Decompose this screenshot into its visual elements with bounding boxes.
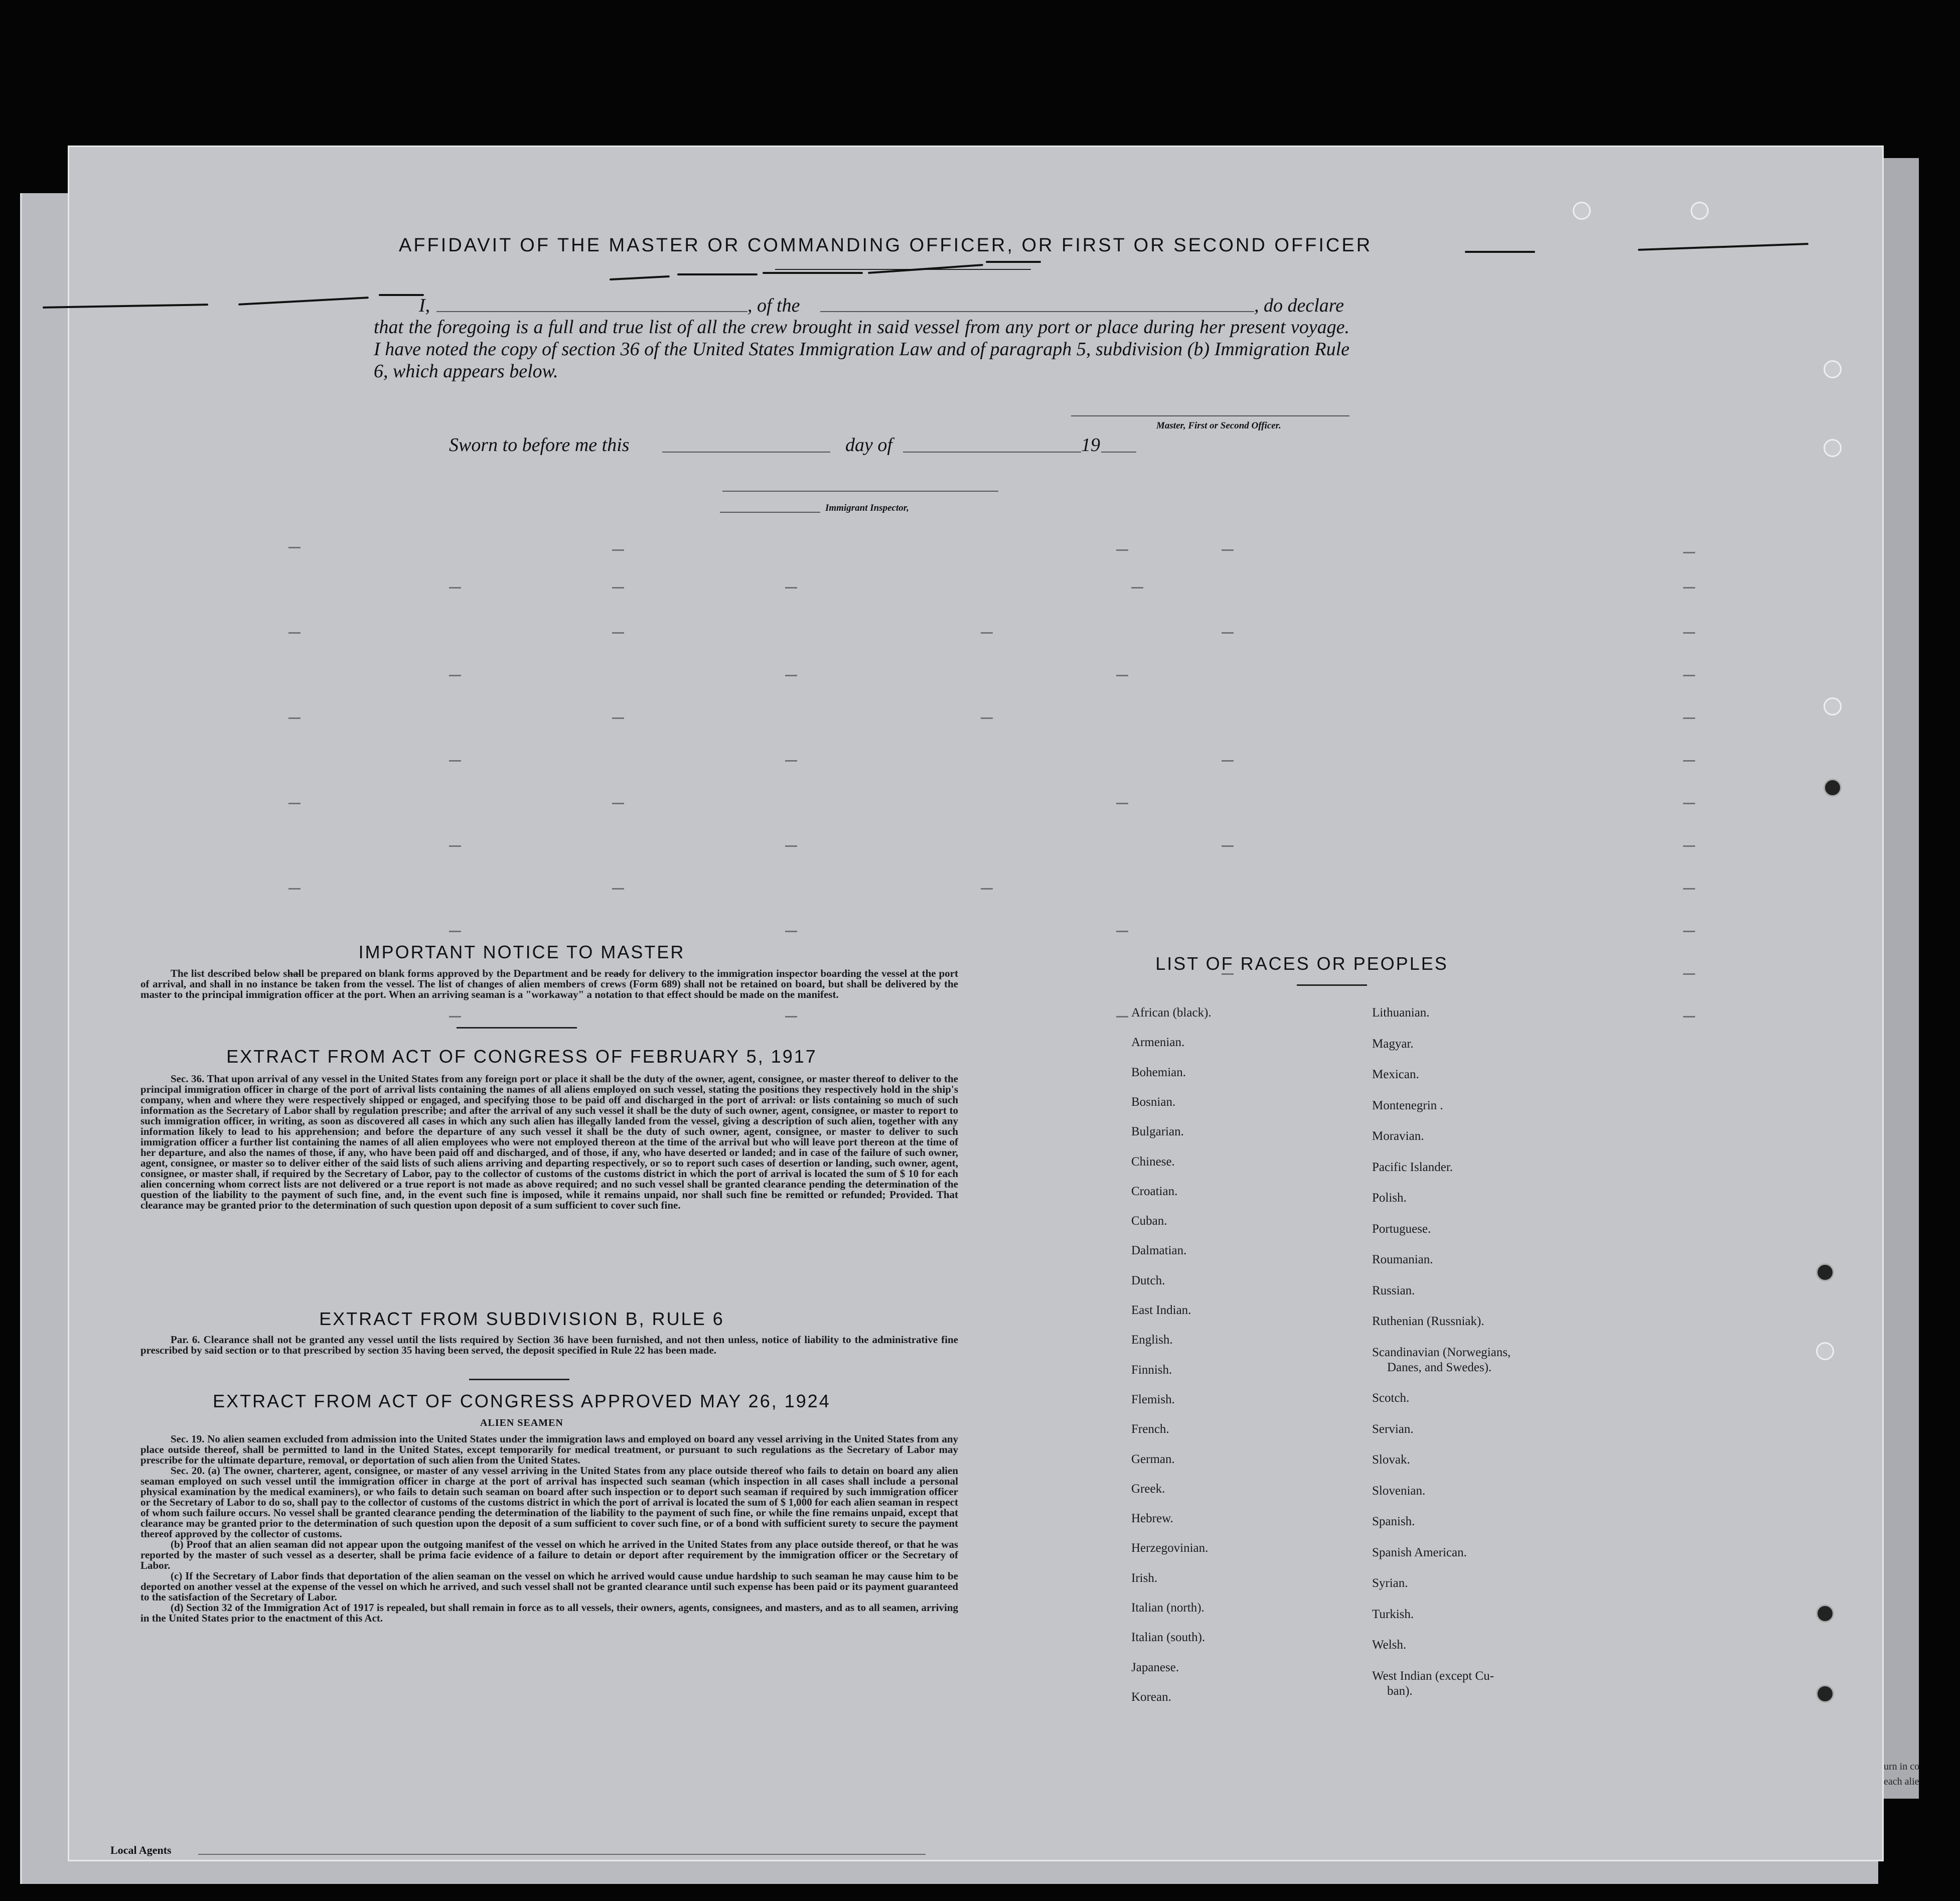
inspector-caption: Immigrant Inspector,	[825, 503, 909, 513]
race-item: Slovenian.	[1372, 1484, 1426, 1498]
rule6-text: Par. 6. Clearance shall not be granted any vessel until the lists required by Section 36 have been furnished, and not then unless, notice of liability to the administrative fine prescribed by said section or to that prescribed by section 35 having been served, the deposit specified in Rule 22 has been made.	[140, 1334, 958, 1356]
bleed-mark	[1116, 931, 1128, 932]
bleed-mark	[288, 717, 300, 719]
declaration-do-declare: , do declare	[1254, 295, 1344, 316]
extract-1924-title: EXTRACT FROM ACT OF CONGRESS APPROVED MAY 26, 1924	[213, 1391, 831, 1411]
section-20d-paragraph: (d) Section 32 of the Immigration Act of 1917 is repealed, but shall remain in force as to all vessels, their owners, agents, consignees, and masters, and as to all seamen, arriving in the United States prior to the enactment of this Act.	[140, 1601, 958, 1624]
bleed-mark	[1222, 632, 1234, 634]
bleed-mark	[785, 587, 797, 589]
bleed-mark	[1683, 931, 1695, 932]
bleed-mark	[1683, 552, 1695, 553]
bleed-mark	[785, 931, 797, 932]
race-item: Slovak.	[1372, 1453, 1410, 1467]
extract-1917-text: Sec. 36. That upon arrival of any vessel in the United States from any foreign port or place it shall be the duty of the owner, agent, consignee, or master thereof to deliver to the principal immigration officer in charge of the port of arrival lists containing the names of all aliens employed on such vessel, stating the positions they respectively hold in the ship's company, when and where they were respectively shipped or engaged, and specifying those to be paid off and discharged in the port of arrival: or lists containing so much of such information as the Secretary of Labor shall by regulation prescribe; and after the arrival of any such vessel it shall be the duty of such owner, agent, consignee, or master to report to such immigration officer, in writing, as soon as discovered all cases in which any such alien has illegally landed from the vessel, giving a description of such alien, together with any information likely to lead to his apprehension; and before the departure of any such vessel it shall be the duty of such owner, agent, consignee, or master to deliver to such immigration officer a further list containing the names of all alien employees who were not employed thereon at the time of the arrival but who will leave port thereon at the time of her departure, and also the names of those, if any, who have been paid off and discharged, and of those, if any, who have deserted or landed; and in case of the failure of such owner, agent, consignee, or master so to deliver either of the said lists of such aliens arriving and departing respectively, or so to report such cases of desertion or landing, such owner, agent, consignee, or master shall, if required by the Secretary of Labor, pay to the collector of customs of the customs district in which the port of arrival is located the sum of $ 10 for each alien concerning whom correct lists are not delivered or a true report is not made as above required; and no such vessel shall be granted clearance pending the determination of the question of the liability to the payment of such fine, and, in the event such fine is imposed, while it remains unpaid, nor shall such fine be remitted or refunded; Provided. That clearance may be granted prior to the determination of such question upon deposit of a sum sufficient to cover such fine.	[140, 1073, 958, 1211]
race-item: Bohemian.	[1131, 1065, 1186, 1079]
punch-hole	[1816, 1685, 1834, 1703]
bleed-mark	[1683, 632, 1695, 634]
race-item: Scandinavian (Norwegians,	[1372, 1345, 1511, 1359]
section-20a-paragraph: Sec. 20. (a) The owner, charterer, agent, consignee, or master of any vessel arriving in the United States from any place outside thereof who fails to detain on board any alien seaman employed on such vessel until the immigration officer in charge at the port of arrival has inspected such seaman (which inspection in all cases shall include a personal physical examination by the medical examiners), or who fails to detain such seaman on board after such inspection or to deport such seaman if required by such immigration officer or the Secretary of Labor to do so, shall pay to the collector of customs of the customs district in which the port of arrival is located the sum of $ 1,000 for each alien seaman in respect of whom such failure occurs. No vessel shall be granted clearance pending the determination of the liability to the payment of such fine, or while the fine remains unpaid, except that clearance may be granted prior to the determination of such question upon the deposit of a sum sufficient to cover such fine, or of a bond with sufficient surety to secure the payment thereof approved by the collector of customs.	[140, 1465, 958, 1540]
punch-hole	[1816, 1604, 1834, 1623]
bleed-mark	[612, 803, 624, 804]
race-item: Dutch.	[1131, 1273, 1165, 1287]
bleed-mark	[1683, 760, 1695, 762]
sworn-day-blank[interactable]	[662, 452, 830, 453]
race-item: Croatian.	[1131, 1184, 1178, 1198]
race-item: East Indian.	[1131, 1303, 1191, 1317]
race-item: Ruthenian (Russniak).	[1372, 1314, 1484, 1328]
page-edge-strip	[1884, 158, 1919, 1799]
year-blank[interactable]	[1101, 452, 1136, 453]
race-item: Welsh.	[1372, 1638, 1407, 1652]
race-item: Chinese.	[1131, 1154, 1175, 1168]
race-item: Polish.	[1372, 1191, 1407, 1205]
bleed-mark	[1683, 888, 1695, 890]
section-20c-paragraph: (c) If the Secretary of Labor finds that deportation of the alien seaman on the vessel on which he arrived would cause undue hardship to such seaman he may cause him to be deported on another vessel at the expense of the vessel on which he arrived, and such vessel shall not be granted clearance until such expense has been paid or its payment guaranteed to the satisfaction of the Secretary of Labor.	[140, 1570, 958, 1603]
race-item: Roumanian.	[1372, 1253, 1433, 1266]
extract-1917-title: EXTRACT FROM ACT OF CONGRESS OF FEBRUARY 5, 1917	[226, 1046, 817, 1067]
race-item: Spanish.	[1372, 1515, 1415, 1528]
bleed-mark	[449, 675, 461, 676]
affidavit-title: AFFIDAVIT OF THE MASTER OR COMMANDING OFFICER, OR FIRST OR SECOND OFFICER	[399, 235, 1373, 256]
bleed-mark	[1683, 587, 1695, 589]
bleed-mark	[449, 845, 461, 847]
bleed-mark	[981, 632, 993, 634]
bleed-mark	[1222, 549, 1234, 551]
bleed-mark	[1683, 845, 1695, 847]
race-item: Magyar.	[1372, 1037, 1414, 1051]
bleed-mark	[1683, 717, 1695, 719]
bleed-mark	[785, 1016, 797, 1017]
bleed-mark	[785, 845, 797, 847]
local-agents-label: Local Agents	[110, 1844, 172, 1856]
race-item: Danes, and Swedes).	[1387, 1360, 1492, 1374]
race-item: Dalmatian.	[1131, 1244, 1187, 1258]
bleed-mark	[1683, 675, 1695, 676]
race-item: West Indian (except Cu-	[1372, 1669, 1494, 1683]
bleed-mark	[1116, 1016, 1128, 1017]
section-19-paragraph: Sec. 19. No alien seamen excluded from admission into the United States under the immigration laws and employed on board any vessel arriving in the United States from any place outside thereof, shall be permitted to land in the United States, except temporarily for medical treatment, or pursuant to such regulations as the Secretary of Labor may prescribe for the ultimate departure, removal, or deportation of such alien from the United States.	[140, 1433, 958, 1466]
bleed-mark	[288, 632, 300, 634]
bleed-mark	[1683, 973, 1695, 975]
rule6-title: EXTRACT FROM SUBDIVISION B, RULE 6	[319, 1308, 724, 1329]
bleed-mark	[449, 587, 461, 589]
race-item: Korean.	[1131, 1690, 1171, 1704]
ink-mark	[43, 304, 208, 309]
bleed-mark	[785, 760, 797, 762]
race-item: Italian (south).	[1131, 1631, 1205, 1645]
race-item: Russian.	[1372, 1283, 1415, 1297]
bleed-mark	[612, 888, 624, 890]
bleed-mark	[612, 632, 624, 634]
notice-text: The list described below shall be prepared on blank forms approved by the Department and be ready for delivery to the immigration inspector boarding the vessel at the port of arrival, and shall in no instance be taken from the vessel. The list of changes of alien members of crews (Form 689) shall not be retained on board, but shall be delivered by the master to the principal immigration officer at the port. When an arriving seaman is a "workaway" a notation to that effect should be made on the manifest.	[140, 967, 958, 1000]
race-item: Armenian.	[1131, 1036, 1185, 1050]
section-rule	[1297, 984, 1367, 986]
bleed-mark	[612, 587, 624, 589]
race-item: Irish.	[1131, 1571, 1158, 1585]
name-blank[interactable]	[436, 311, 747, 312]
race-item: Portuguese.	[1372, 1222, 1431, 1236]
punch-hole	[1816, 1342, 1834, 1360]
bleed-mark	[981, 717, 993, 719]
bleed-mark	[785, 675, 797, 676]
bleed-mark	[449, 931, 461, 932]
year-label: 19	[1081, 434, 1100, 456]
races-title: LIST OF RACES OR PEOPLES	[1155, 953, 1448, 974]
bleed-mark	[1222, 760, 1234, 762]
bleed-mark	[612, 717, 624, 719]
vessel-blank[interactable]	[820, 311, 1254, 312]
ink-mark	[763, 272, 863, 274]
race-item: English.	[1131, 1333, 1173, 1347]
race-item: Greek.	[1131, 1482, 1165, 1496]
month-blank[interactable]	[903, 452, 1081, 453]
bleed-mark	[1116, 803, 1128, 804]
punch-hole	[1824, 697, 1842, 715]
section-rule	[457, 1027, 577, 1029]
bleed-mark	[288, 803, 300, 804]
punch-hole	[1816, 1263, 1834, 1281]
section-rule	[469, 1379, 569, 1380]
race-item: Servian.	[1372, 1422, 1414, 1436]
race-item: Syrian.	[1372, 1576, 1408, 1590]
race-item: Herzegovinian.	[1131, 1541, 1209, 1555]
race-item: Japanese.	[1131, 1660, 1179, 1674]
race-item: Finnish.	[1131, 1363, 1172, 1377]
inspector-signature-blank[interactable]	[722, 491, 998, 492]
punch-hole	[1824, 360, 1842, 378]
signature-blank[interactable]	[1071, 415, 1349, 416]
race-item: Montenegrin .	[1372, 1098, 1443, 1112]
punch-hole	[1691, 202, 1709, 220]
race-item: Cuban.	[1131, 1214, 1167, 1228]
race-item: Bosnian.	[1131, 1095, 1176, 1109]
race-item: German.	[1131, 1452, 1175, 1466]
race-item: African (black).	[1131, 1006, 1212, 1019]
race-item: Flemish.	[1131, 1392, 1175, 1406]
race-item: Bulgarian.	[1131, 1125, 1184, 1139]
alien-seamen-subtitle: ALIEN SEAMEN	[480, 1417, 563, 1428]
race-item: Scotch.	[1372, 1391, 1410, 1405]
race-item: Turkish.	[1372, 1607, 1414, 1621]
punch-hole	[1824, 779, 1842, 797]
bleed-mark	[1222, 845, 1234, 847]
notice-title: IMPORTANT NOTICE TO MASTER	[358, 942, 685, 962]
punch-hole	[1824, 439, 1842, 457]
ink-mark	[1638, 243, 1808, 251]
sworn-label: Sworn to before me this	[449, 434, 630, 456]
manifest-page	[68, 145, 1920, 1861]
ink-mark	[379, 294, 424, 296]
bleed-mark	[612, 549, 624, 551]
signature-caption: Master, First or Second Officer.	[1156, 420, 1281, 431]
bleed-mark	[1683, 803, 1695, 804]
ink-mark	[1465, 251, 1535, 253]
race-item: Mexican.	[1372, 1068, 1419, 1081]
race-item: Lithuanian.	[1372, 1006, 1430, 1019]
race-item: Italian (north).	[1131, 1601, 1204, 1615]
bleed-mark	[449, 1016, 461, 1017]
inspector-lead-line	[720, 512, 820, 513]
edge-text: urn in co	[1884, 1761, 1920, 1772]
edge-text: each alie	[1884, 1776, 1919, 1787]
declaration-i: I,	[419, 295, 430, 316]
ink-mark	[238, 297, 369, 306]
bleed-mark	[981, 888, 993, 890]
ink-mark	[610, 275, 670, 280]
declaration-text: that the foregoing is a full and true list of all the crew brought in said vessel from any port or place during her present voyage. I have noted the copy of section 36 of the United States Immigration Law and of paragraph 5, subdivision (b) Immigration Rule 6, which appears below.	[374, 317, 1349, 382]
declaration-of-the: , of the	[747, 295, 800, 316]
race-item: French.	[1131, 1422, 1169, 1436]
ink-mark	[986, 261, 1041, 263]
race-item: Moravian.	[1372, 1129, 1424, 1143]
day-of-label: day of	[845, 434, 892, 456]
race-item: Spanish American.	[1372, 1545, 1467, 1559]
bleed-mark	[449, 760, 461, 762]
local-agents-blank[interactable]	[198, 1854, 926, 1855]
bleed-mark	[1116, 549, 1128, 551]
section-20b-paragraph: (b) Proof that an alien seaman did not appear upon the outgoing manifest of the vessel on which he arrived in the United States from any place outside thereof, or that he was reported by the master of such vessel as a deserter, shall be prima facie evidence of a failure to detain or deport after requirement by the immigration officer or the Secretary of Labor.	[140, 1538, 958, 1571]
bleed-mark	[1131, 587, 1143, 589]
extract-1924-text	[140, 1434, 958, 1624]
race-item: Pacific Islander.	[1372, 1160, 1453, 1174]
bleed-mark	[288, 547, 300, 548]
bleed-mark	[1683, 1016, 1695, 1017]
bleed-mark	[1116, 675, 1128, 676]
race-item: Hebrew.	[1131, 1512, 1173, 1526]
race-item: ban).	[1387, 1684, 1413, 1698]
bleed-mark	[288, 888, 300, 890]
ink-mark	[677, 273, 758, 275]
punch-hole	[1573, 202, 1591, 220]
